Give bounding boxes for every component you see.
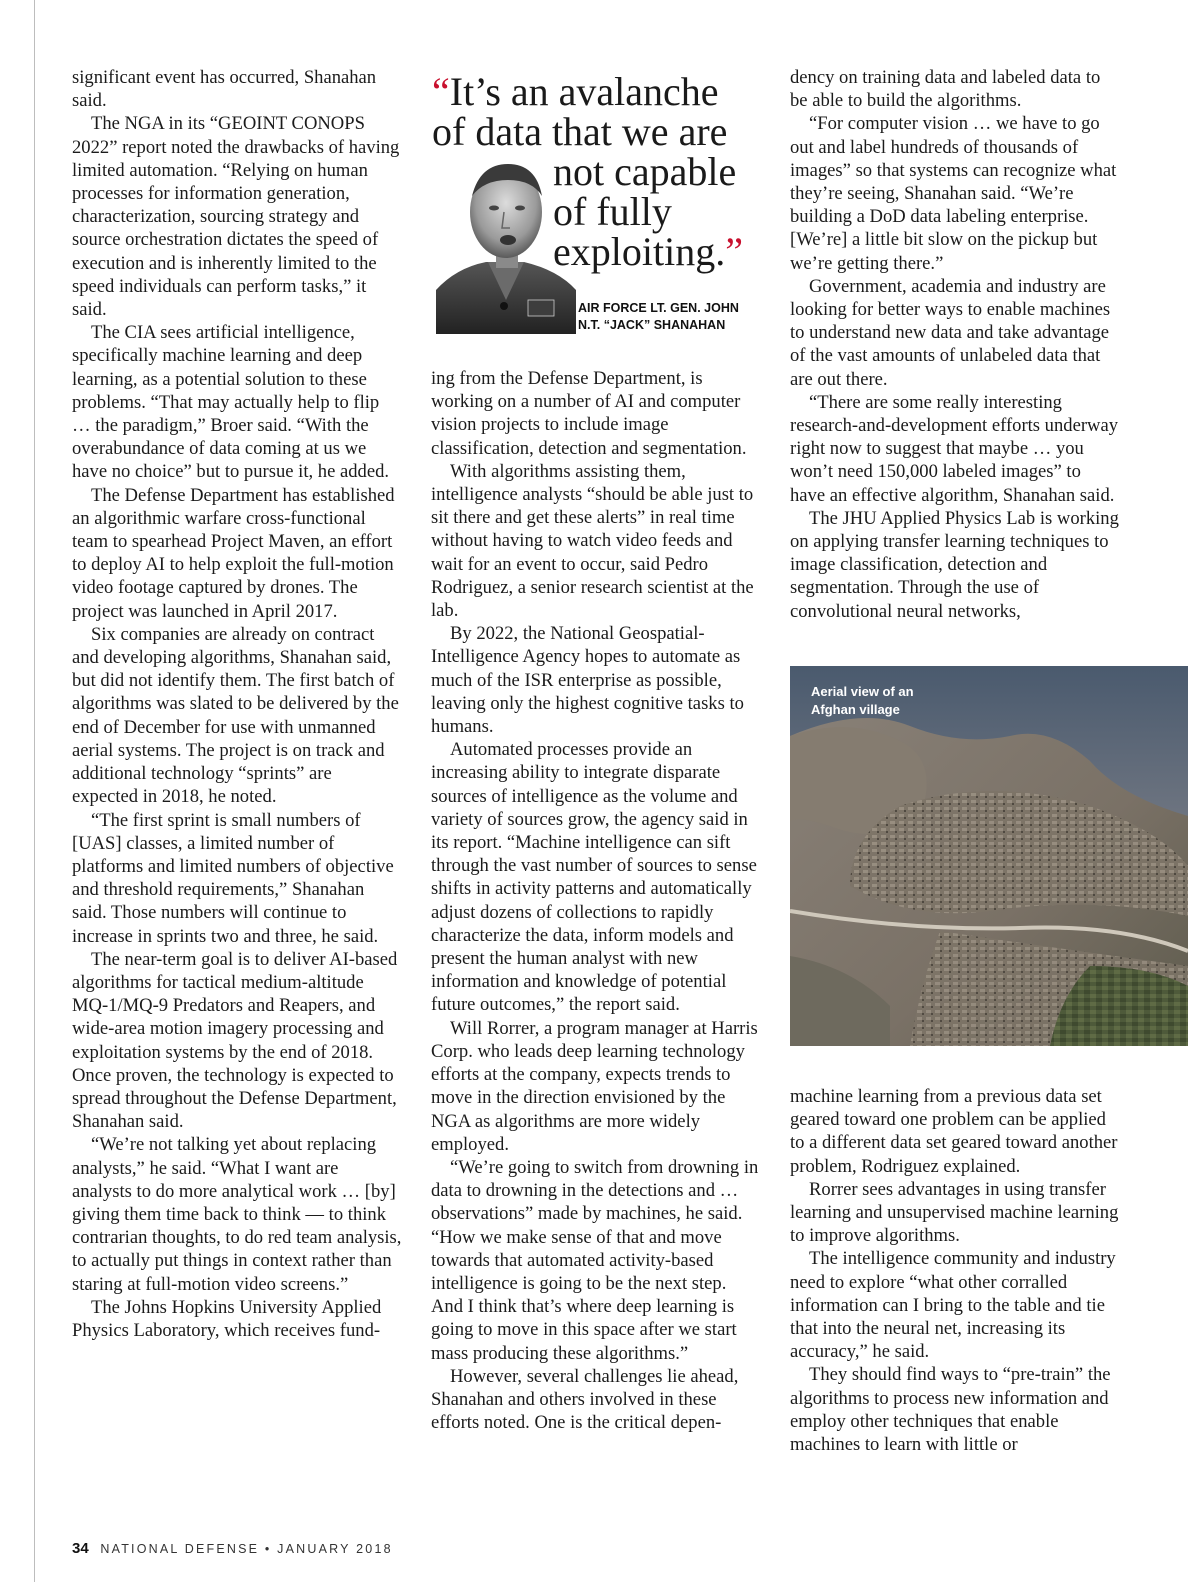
credit-line: AIR FORCE LT. GEN. JOHN (578, 301, 739, 315)
page-footer (72, 1540, 393, 1557)
paragraph: machine learning from a previous data set geared toward one problem can be applied to a different data set geared toward another problem, Rodriguez explained. (790, 1086, 1118, 1177)
paragraph: The Johns Hopkins University Applied Physics Laboratory, which receives fund- (72, 1296, 382, 1341)
paragraph: Rorrer sees advantages in using transfer learning and unsupervised machine learning to improve algorithms. (790, 1178, 1119, 1247)
paragraph: Will Rorrer, a program manager at Harris Corp. who leads deep learning technology efforts at the company, expects trends to move in the direction envisioned by the NGA as algorithms are more widely employed. (431, 1017, 758, 1155)
photo-caption (811, 683, 914, 719)
pull-quote-line: exploiting. (553, 229, 726, 274)
issue-date: JANUARY 2018 (277, 1542, 393, 1556)
article-column-1 (72, 66, 402, 1342)
footer-separator: • (264, 1542, 272, 1556)
caption-line: Afghan village (811, 702, 900, 717)
paragraph: “We’re going to switch from drowning in data to drowning in the detections and … observations” made by machines, he said. “How we make sense of that and move towards that automated activity-based intelligence is going to be the next step. And I think that’s where deep learning is going to move in this space after we start mass producing these algorithms.” (431, 1156, 759, 1364)
pull-quote-line: not capable (553, 149, 737, 194)
article-column-3-top (790, 66, 1120, 623)
paragraph: They should find ways to “pre-train” the algorithms to process new information and employ other techniques that enable machines to learn with little or (790, 1364, 1111, 1456)
pull-quote-line: It’s an avalanche (449, 69, 719, 114)
caption-line: Aerial view of an (811, 684, 914, 699)
close-quote-mark: ” (725, 229, 743, 274)
pull-quote-line: of fully (553, 189, 672, 234)
paragraph: The near-term goal is to deliver AI-based algorithms for tactical medium-altitude MQ-1/MQ-9 Predators and Reapers, and wide-area motion imagery processing and exploitation systems by the end of 2018. Once proven, the technology is expected to spread throughout the Defense Department, Shanahan said. (72, 948, 398, 1133)
paragraph: The CIA sees artificial intelligence, specifically machine learning and deep learning, as a potential solution to these problems. “That may actually help to flip … the paradigm,” Broer said. “With the overabundance of data coming at us we have no choice” but to pursue it, he added. (72, 322, 390, 483)
paragraph: The NGA in its “GEOINT CONOPS 2022” report noted the drawbacks of having limited automation. “Relying on human processes for information generation, characterization, sourcing strategy and source orchestration dictates the speed of execution and is inherently limited to the speed individuals can perform tasks,” it said. (72, 113, 400, 321)
paragraph: The Defense Department has established an algorithmic warfare cross-functional team to spearhead Project Maven, an effort to deploy AI to help exploit the full-motion video footage captured by drones. The project was launched in April 2017. (72, 484, 395, 622)
paragraph: “We’re not talking yet about replacing analysts,” he said. “What I want are analysts to do more analytical work … [by] giving them time back to think — to think contrarian thoughts, to do red team analysis, to actually put things in context rather than staring at full-motion video screens.” (72, 1134, 402, 1295)
paragraph: Government, academia and industry are looking for better ways to enable machines to understand new data and take advantage of the vast amounts of unlabeled data that are out there. (790, 275, 1111, 390)
pull-quote-line: of data that we are (432, 109, 728, 154)
credit-line: N.T. “JACK” SHANAHAN (578, 318, 726, 332)
publication-name: NATIONAL DEFENSE (100, 1542, 260, 1556)
paragraph: “The first sprint is small numbers of [UAS] classes, a limited number of platforms and limited numbers of objective and threshold requirements,” Shanahan said. Those numbers will continue to increase in sprints two and three, he said. (72, 809, 394, 947)
aerial-village-photo (790, 666, 1188, 1046)
paragraph: The JHU Applied Physics Lab is working on applying transfer learning techniques to image classification, detection and segmentation. Through the use of convolutional neural networks, (790, 507, 1119, 622)
pull-quote-credit (578, 300, 739, 334)
paragraph: “There are some really interesting research-and-development efforts underway right now to suggest that maybe … you won’t need 150,000 labeled images” to have an effective algorithm, Shanahan said. (790, 391, 1118, 506)
open-quote-mark: “ (432, 69, 450, 114)
pull-quote (432, 66, 767, 336)
page-margin-rule (34, 0, 35, 1582)
page-number: 34 (72, 1540, 89, 1557)
paragraph: Automated processes provide an increasing ability to integrate disparate sources of intelligence as the volume and variety of sources grow, the agency said in its report. “Machine intelligence can sift through the vast number of sources to sense shifts in activity patterns and automatically adjust dozens of collections to rapidly characterize the data, inform models and present the human analyst with new information and knowledge of potential future outcomes,” the report said. (431, 739, 757, 1016)
paragraph: significant event has occurred, Shanahan said. (72, 67, 377, 112)
paragraph: With algorithms assisting them, intelligence analysts “should be able just to sit there and get these alerts” in real time without having to watch video feeds and wait for an event to occur, said Pedro Rodriguez, a senior research scientist at the lab. (431, 460, 754, 622)
paragraph: “For computer vision … we have to go out and label hundreds of thousands of images” so that systems can recognize what they’re seeing, Shanahan said. “We’re building a DoD data labeling enterprise. [We’re] a little bit slow on the pickup but we’re getting there.” (790, 113, 1117, 274)
paragraph: However, several challenges lie ahead, Shanahan and others involved in these efforts noted. One is the critical depen- (431, 1365, 739, 1434)
paragraph: The intelligence community and industry need to explore “what other corralled information can I bring to the table and tie that into the neural net, increasing its accuracy,” he said. (790, 1248, 1116, 1363)
paragraph: dency on training data and labeled data to be able to build the algorithms. (790, 67, 1101, 112)
article-column-2 (431, 367, 761, 1434)
paragraph: Six companies are already on contract and developing algorithms, Shanahan said, but did not identify them. The first batch of algorithms was slated to be delivered by the end of December for use with unmanned aerial systems. The project is on track and additional technology “sprints” are expected in 2018, he noted. (72, 623, 399, 808)
article-column-3-bottom (790, 1085, 1120, 1456)
paragraph: ing from the Defense Department, is working on a number of AI and computer vision projects to include image classification, detection and segmentation. (431, 368, 747, 459)
paragraph: By 2022, the National Geospatial-Intelligence Agency hopes to automate as much of the ISR enterprise as possible, leaving only the highest cognitive tasks to humans. (431, 623, 744, 738)
